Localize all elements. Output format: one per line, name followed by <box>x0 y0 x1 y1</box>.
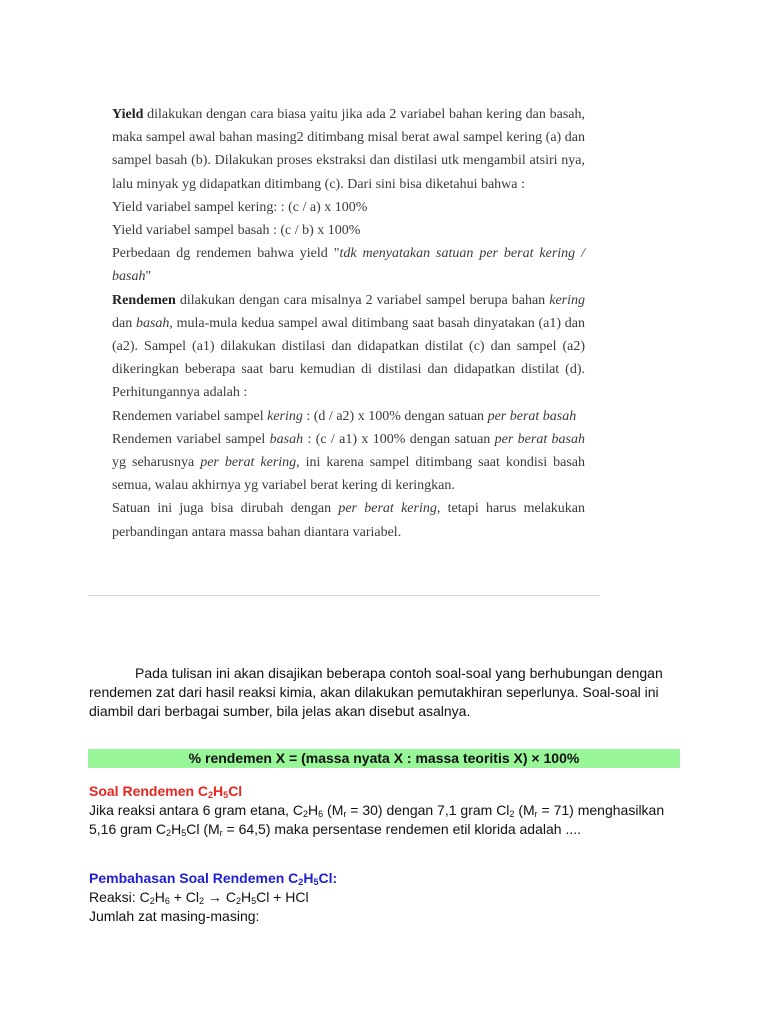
section-divider <box>88 595 600 596</box>
problem-section <box>89 782 684 839</box>
reaction-equation: Reaksi: $C_2H_6 + Cl_2 \to C_2H_5Cl$ + HCl <box>89 889 309 906</box>
rendemen-unit-note: Satuan ini juga bisa dirubah dengan per berat kering, tetapi harus melakukan perbandingan antara massa bahan diantara variabel. <box>112 501 586 540</box>
intro-paragraph: Pada tulisan ini akan disajikan beberapa contoh soal-soal yang berhubungan dengan rendemen zat dari hasil reaksi kimia, akan dilakukan pemutakhiran seperlunya. Soal-soal ini diambil dari berbagai sumber, bila jelas akan disebut asalnya. <box>89 665 663 719</box>
problem-text: Jika reaksi antara 6 gram etana, $C_2H_6$ $(M_r = 30)$ dengan 7,1 gram $Cl_2$ $(M_r = 71)$ menghasilkan 5,16 gram $C_2H_5Cl$ $(M_r = 64,5)$ maka persentase rendemen etil klorida adalah .... <box>89 802 665 838</box>
discussion-section <box>89 869 684 926</box>
problem-title: Soal Rendemen $C_2H_5Cl$ <box>89 783 243 800</box>
yield-rendemen-excerpt <box>112 103 585 544</box>
yield-heading: Yield <box>112 107 144 122</box>
rendemen-paragraph: Rendemen dilakukan dengan cara misalnya 2 variabel sampel berupa bahan kering dan basah, mula-mula kedua sampel awal ditimbang saat basah dinyatakan (a1) dan (a2). Sampel (a1) dilakukan distilasi dan didapatkan distilat (c) dan sampel (a2) dikeringkan beberapa saat baru kemudian di distilasi dan didapatkan distilat (d). Perhitungannya adalah : <box>112 292 585 401</box>
rendemen-wet-formula: Rendemen variabel sampel basah : (c / a1) x 100% dengan satuan per berat basah yg seharusnya per berat kering, ini karena sampel ditimbang saat kondisi basah semua, walau akhirnya yg variabel berat kering di keringkan. <box>112 431 585 494</box>
amounts-line: Jumlah zat masing-masing: <box>89 908 260 924</box>
yield-paragraph: Yield dilakukan dengan cara biasa yaitu jika ada 2 variabel bahan kering dan basah, maka sampel awal bahan masing2 ditimbang misal berat awal sampel kering (a) dan sampel basah (b). Dilakukan proses ekstraksi dan distilasi utk mengambil atsiri nya, lalu minyak yg didapatkan ditimbang (c). Dari sini bisa diketahui bahwa : <box>112 107 585 192</box>
rendemen-formula-banner: % rendemen X = (massa nyata X : massa teoritis X) × 100% <box>88 749 680 768</box>
yield-difference-note: Perbedaan dg rendemen bahwa yield "tdk menyatakan satuan per berat kering / basah" <box>112 246 586 285</box>
yield-wet-formula: Yield variabel sampel basah : (c / b) x 100% <box>112 223 361 239</box>
discussion-title: Pembahasan Soal Rendemen $C_2H_5Cl$: <box>89 870 338 887</box>
rendemen-dry-formula: Rendemen variabel sampel kering : (d / a2) x 100% dengan satuan per berat basah <box>112 408 577 424</box>
rendemen-heading: Rendemen <box>112 292 176 308</box>
yield-dry-formula: Yield variabel sampel kering: : (c / a) x 100% <box>112 199 368 215</box>
